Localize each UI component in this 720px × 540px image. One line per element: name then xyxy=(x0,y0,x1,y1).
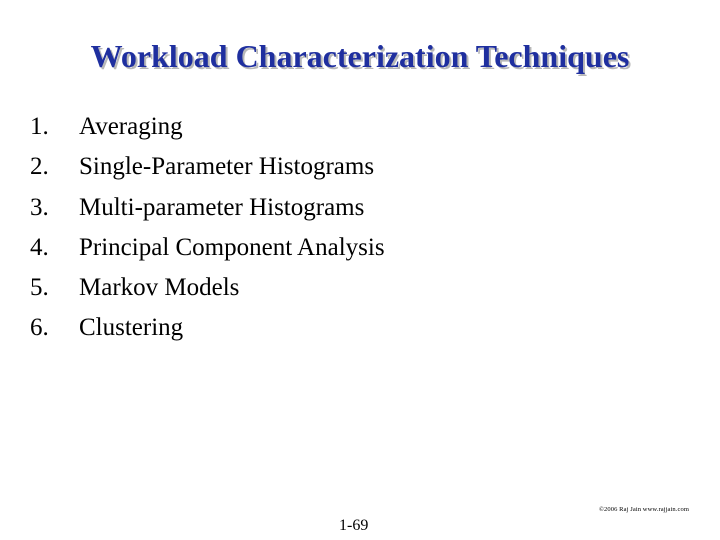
item-number: 6. xyxy=(30,314,49,342)
item-number: 4. xyxy=(30,233,49,261)
item-number: 2. xyxy=(30,153,49,181)
item-text: Clustering xyxy=(79,314,184,342)
item-number: 5. xyxy=(30,274,49,302)
item-number: 3. xyxy=(30,193,49,221)
item-text: Single-Parameter Histograms xyxy=(79,153,375,181)
list-item xyxy=(30,310,385,350)
list-item xyxy=(30,230,385,270)
item-text: Markov Models xyxy=(79,274,240,302)
technique-list xyxy=(30,109,385,351)
item-text: Averaging xyxy=(79,113,183,140)
slide-title: Workload Characterization Techniques xyxy=(90,38,630,74)
item-text: Multi-parameter Histograms xyxy=(79,193,365,221)
list-item xyxy=(30,190,385,230)
list-item xyxy=(30,109,385,149)
item-text: Principal Component Analysis xyxy=(79,233,385,261)
copyright-notice: ©2006 Raj Jain www.rajjain.com xyxy=(598,506,689,513)
page-number: 1-69 xyxy=(339,517,369,534)
list-item xyxy=(30,270,385,310)
list-item xyxy=(30,149,385,189)
item-number: 1. xyxy=(30,113,49,140)
